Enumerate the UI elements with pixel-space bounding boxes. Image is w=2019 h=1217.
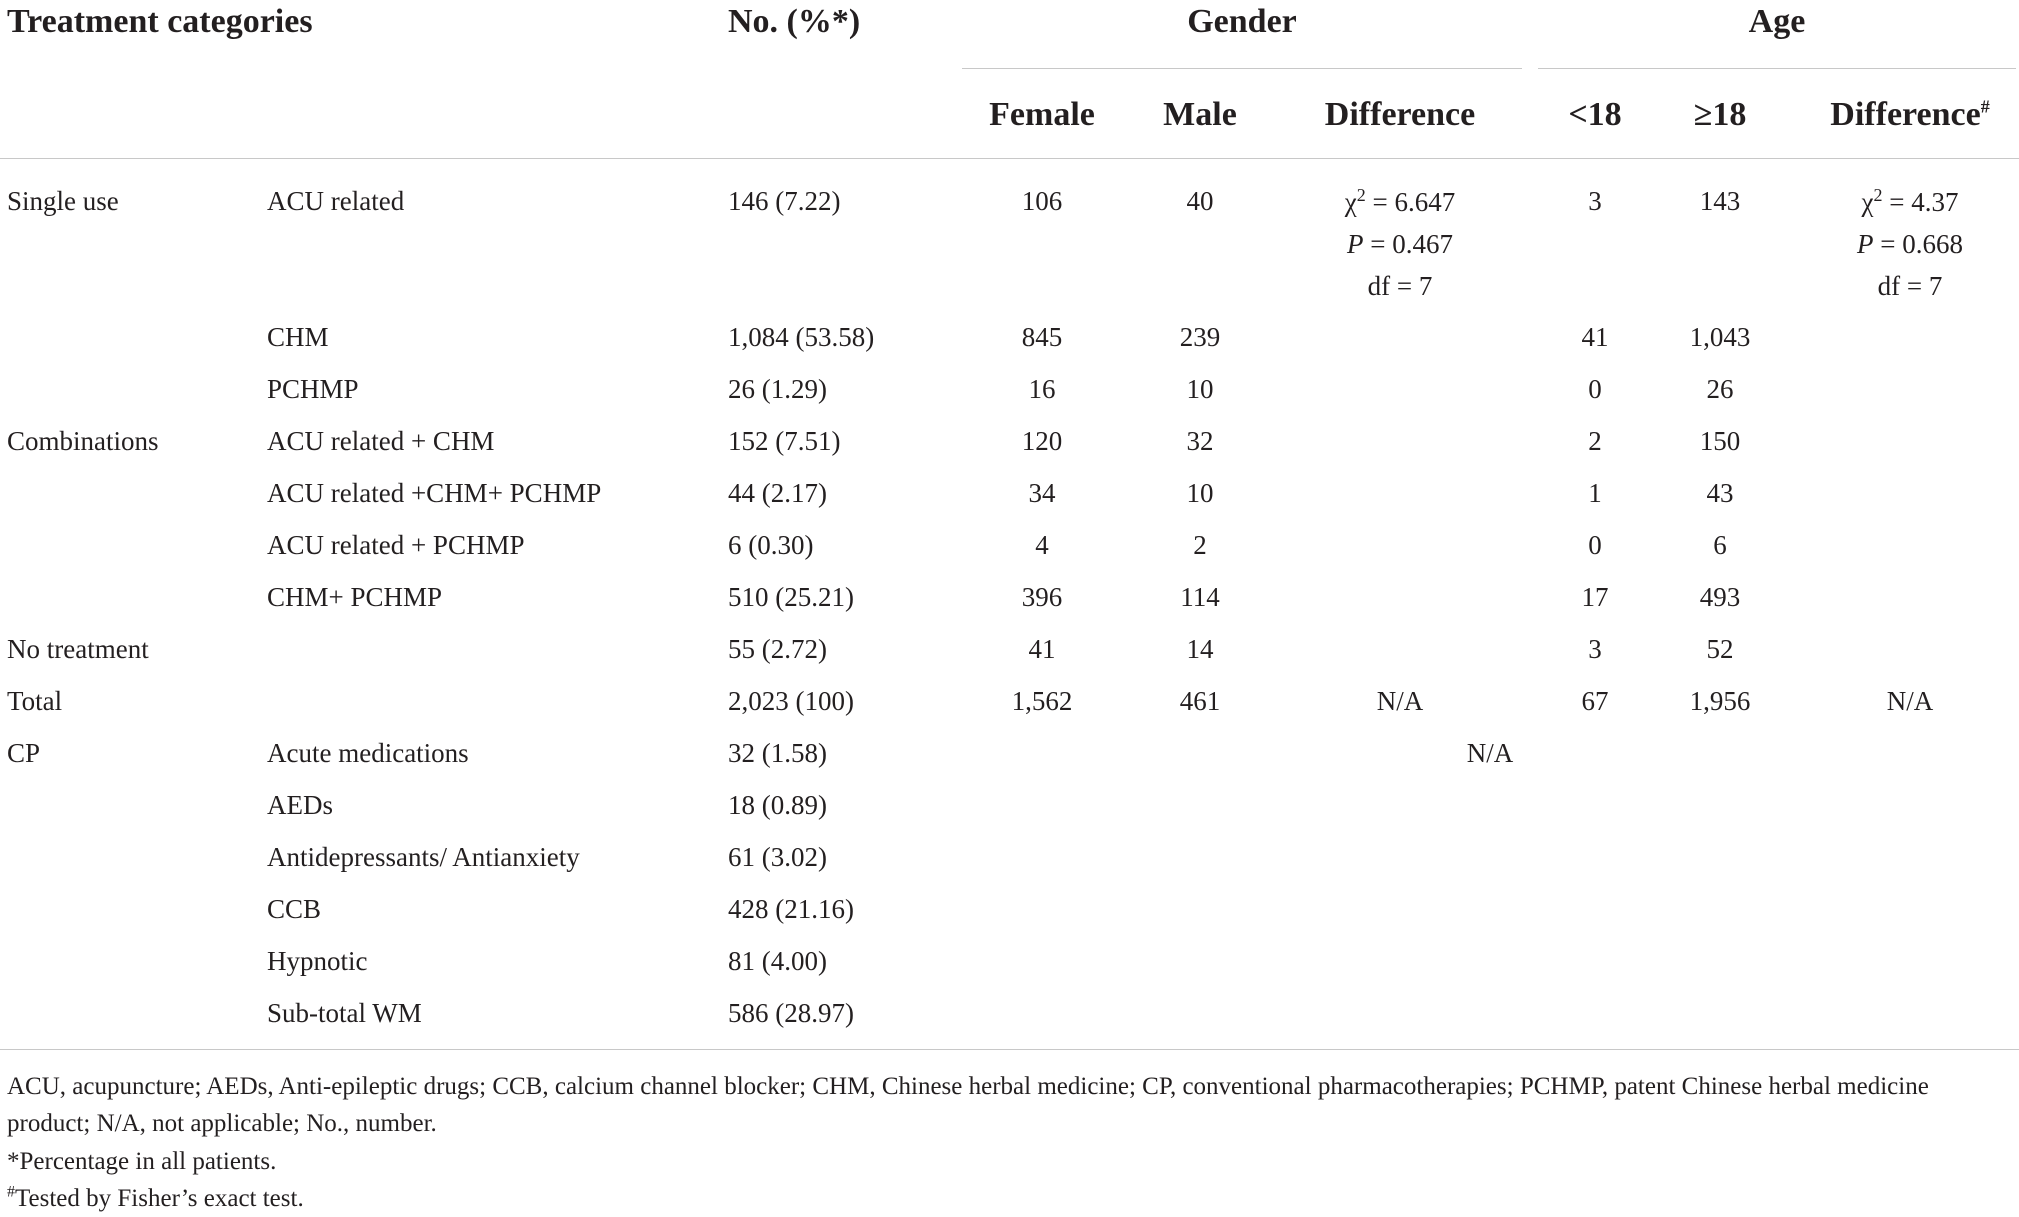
cell-female: 396 bbox=[1021, 582, 1063, 612]
footnote-abbreviations: ACU, acupuncture; AEDs, Anti-epileptic drugs; CCB, calcium channel blocker; CHM, Chinese herbal medicine; CP, conventional pharmacotherapies; PCHMP, patent Chinese herbal medicine product; N/A, not applicable; No., number. bbox=[7, 1073, 1929, 1137]
age-df: df = 7 bbox=[1877, 271, 1943, 301]
cell-number-percent: 146 (7.22) bbox=[728, 186, 841, 216]
cell-female: 4 bbox=[1035, 530, 1049, 560]
table-bottom-rule bbox=[0, 1049, 2019, 1050]
cell-18-and-over: 52 bbox=[1706, 634, 1734, 664]
cell-treatment-type: ACU related bbox=[267, 186, 405, 216]
cell-female: 16 bbox=[1028, 374, 1056, 404]
cell-female: 106 bbox=[1021, 186, 1063, 216]
gender-p-value: P = 0.467 bbox=[1347, 229, 1453, 259]
col-header-gender: Gender bbox=[1187, 3, 1297, 40]
cell-18-and-over: 26 bbox=[1706, 374, 1734, 404]
cell-category: No treatment bbox=[7, 634, 149, 664]
cell-under-18: 0 bbox=[1588, 374, 1602, 404]
cell-treatment-type: AEDs bbox=[267, 790, 333, 820]
col-header-age-difference bbox=[1800, 95, 2019, 135]
cell-number-percent: 61 (3.02) bbox=[728, 842, 827, 872]
cell-number-percent: 55 (2.72) bbox=[728, 634, 827, 664]
cell-18-and-over: 150 bbox=[1699, 426, 1741, 456]
cell-treatment-type: CHM+ PCHMP bbox=[267, 582, 443, 612]
cell-male: 14 bbox=[1186, 634, 1214, 664]
cell-female: 120 bbox=[1021, 426, 1063, 456]
cell-treatment-type: Antidepressants/ Antianxiety bbox=[267, 842, 580, 872]
age-p-value: P = 0.668 bbox=[1857, 229, 1963, 259]
cell-18-and-over: 1,043 bbox=[1689, 322, 1751, 352]
cell-category: CP bbox=[7, 738, 41, 768]
cell-male: 40 bbox=[1186, 186, 1214, 216]
cell-under-18: 2 bbox=[1588, 426, 1602, 456]
gender-difference-stats bbox=[1280, 181, 1520, 307]
cell-male: 10 bbox=[1186, 478, 1214, 508]
cell-under-18: 67 bbox=[1581, 686, 1609, 716]
cell-number-percent: 1,084 (53.58) bbox=[728, 322, 875, 352]
cell-18-and-over: 43 bbox=[1706, 478, 1734, 508]
cell-number-percent: 18 (0.89) bbox=[728, 790, 827, 820]
cell-female: 845 bbox=[1021, 322, 1063, 352]
col-header-18-and-over: ≥18 bbox=[1693, 96, 1747, 133]
cell-number-percent: 6 (0.30) bbox=[728, 530, 814, 560]
cell-male: 239 bbox=[1179, 322, 1221, 352]
cell-number-percent: 152 (7.51) bbox=[728, 426, 841, 456]
cell-number-percent: 428 (21.16) bbox=[728, 894, 854, 924]
cell-number-percent: 32 (1.58) bbox=[728, 738, 827, 768]
cell-cp-not-applicable: N/A bbox=[1466, 738, 1514, 768]
cell-male: 10 bbox=[1186, 374, 1214, 404]
cell-male: 32 bbox=[1186, 426, 1214, 456]
cell-category: Single use bbox=[7, 186, 119, 216]
cell-under-18: 0 bbox=[1588, 530, 1602, 560]
col-header-gender-difference: Difference bbox=[1324, 96, 1476, 133]
cell-number-percent: 26 (1.29) bbox=[728, 374, 827, 404]
age-difference-stats bbox=[1800, 181, 2019, 307]
col-header-male: Male bbox=[1163, 96, 1237, 133]
cell-treatment-type: Sub-total WM bbox=[267, 998, 422, 1028]
cell-18-and-over: 493 bbox=[1699, 582, 1741, 612]
fisher-marker: # bbox=[1980, 96, 1990, 117]
cell-number-percent: 2,023 (100) bbox=[728, 686, 854, 716]
cell-18-and-over: 1,956 bbox=[1689, 686, 1751, 716]
cell-under-18: 41 bbox=[1581, 322, 1609, 352]
gender-header-rule bbox=[962, 68, 1522, 69]
cell-category: Total bbox=[7, 686, 63, 716]
cell-treatment-type: ACU related + PCHMP bbox=[267, 530, 525, 560]
cell-18-and-over: 143 bbox=[1699, 186, 1741, 216]
col-header-treatment-categories: Treatment categories bbox=[7, 3, 313, 40]
cell-treatment-type: ACU related +CHM+ PCHMP bbox=[267, 478, 602, 508]
cell-18-and-over: 6 bbox=[1713, 530, 1727, 560]
age-chi-square: $\chi^2 = 4.37$ bbox=[1861, 185, 1959, 217]
footnote-fisher: #Tested by Fisher’s exact test. bbox=[7, 1183, 304, 1212]
cell-number-percent: 586 (28.97) bbox=[728, 998, 854, 1028]
cell-female: 1,562 bbox=[1011, 686, 1073, 716]
cell-number-percent: 81 (4.00) bbox=[728, 946, 827, 976]
cell-male: 114 bbox=[1180, 582, 1220, 612]
cell-under-18: 3 bbox=[1588, 186, 1602, 216]
cell-female: 41 bbox=[1028, 634, 1056, 664]
cell-under-18: 1 bbox=[1588, 478, 1602, 508]
col-header-age: Age bbox=[1748, 3, 1806, 40]
cell-under-18: 3 bbox=[1588, 634, 1602, 664]
cell-treatment-type: Acute medications bbox=[267, 738, 469, 768]
col-header-no-percent: No. (%*) bbox=[728, 3, 861, 40]
gender-chi-square: $\chi^2 = 6.647$ bbox=[1344, 185, 1456, 217]
cell-male: 2 bbox=[1193, 530, 1207, 560]
cell-number-percent: 44 (2.17) bbox=[728, 478, 827, 508]
col-header-under-18: <18 bbox=[1568, 96, 1622, 133]
col-header-female: Female bbox=[989, 96, 1095, 133]
cell-treatment-type: PCHMP bbox=[267, 374, 359, 404]
age-difference-label: Difference bbox=[1830, 96, 1981, 133]
gender-df: df = 7 bbox=[1367, 271, 1433, 301]
cell-female: 34 bbox=[1028, 478, 1056, 508]
footnote-percentage: *Percentage in all patients. bbox=[7, 1148, 277, 1175]
cell-category: Combinations bbox=[7, 426, 159, 456]
cell-treatment-type: Hypnotic bbox=[267, 946, 368, 976]
cell-treatment-type: CCB bbox=[267, 894, 322, 924]
cell-number-percent: 510 (25.21) bbox=[728, 582, 854, 612]
cell-under-18: 17 bbox=[1581, 582, 1609, 612]
cell-treatment-type: CHM bbox=[267, 322, 329, 352]
header-bottom-rule bbox=[0, 158, 2019, 159]
cell-male: 461 bbox=[1179, 686, 1221, 716]
cell-age-difference: N/A bbox=[1886, 686, 1934, 716]
cell-treatment-type: ACU related + CHM bbox=[267, 426, 495, 456]
age-header-rule bbox=[1538, 68, 2016, 69]
cell-gender-difference: N/A bbox=[1376, 686, 1424, 716]
